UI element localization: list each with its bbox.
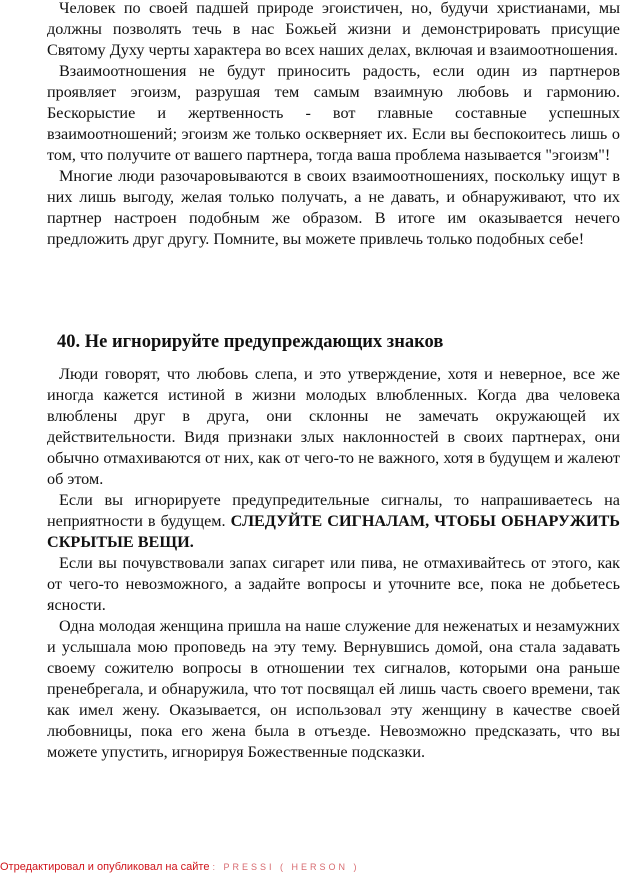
paragraph: Одна молодая женщина пришла на наше служение для неженатых и незамужних и услышала мою проповедь на эту тему. Вернувшись домой, она стала задавать своему сожителю вопросы в отношении тех сигналов, которыми она раньше пренебрегала, и обнаружила, что тот посвящал ей лишь часть своего времени, так как имел жену. Оказывается, он использовал эту женщину в качестве своей любовницы, пока его жена была в отъезде. Невозможно предсказать, что вы можете упустить, игнорируя Божественные подсказки. (47, 617, 620, 761)
section-body (47, 364, 620, 763)
footer-text: Отредактировал и опубликовал на сайте (0, 861, 210, 873)
paragraph: Люди говорят, что любовь слепа, и это утверждение, хотя и неверное, все же иногда кажется истиной в жизни молодых влюбленных. Когда два человека влюблены друг в друга, они склонны не замечать окружающей их действительности. Видя признаки злых наклонностей в своих партнерах, они обычно отмахиваются от них, как от чего-то не важного, хотя в будущем и жалеют об этом. (47, 365, 620, 488)
paragraph-text: Если вы игнорируете предупредительные сигналы, то напрашиваетесь на неприятности в будущем. (47, 491, 620, 530)
footer-site-link[interactable]: : PRESSI ( HERSON ) (212, 862, 360, 872)
section-intro (47, 0, 620, 250)
paragraph: Многие люди разочаровываются в своих взаимоотношениях, поскольку ищут в них лишь выгоду, желая только получать, а не давать, и обнаруживают, что их партнер настроен подобным же образом. В итоге им оказывается нечего предложить друг другу. Помните, вы можете привлечь только подобных себе! (47, 167, 620, 248)
paragraph: Взаимоотношения не будут приносить радость, если один из партнеров проявляет эгоизм, разрушая тем самым взаимную любовь и гармонию. Бескорыстие и жертвенность - вот главные составные успешных взаимоотношений; эгоизм же только оскверняет их. Если вы беспокоитесь лишь о том, что получите от вашего партнера, тогда ваша проблема называется "эгоизм"! (47, 62, 620, 164)
paragraph (47, 490, 620, 553)
emphasis-text: СЛЕДУЙТЕ СИГНАЛАМ, ЧТОБЫ ОБНАРУЖИТЬ СКРЫТЫЕ ВЕЩИ. (47, 512, 620, 551)
paragraph: Если вы почувствовали запах сигарет или пива, не отмахивайтесь от этого, как от чего-то невозможного, а задайте вопросы и уточните все, пока не добьетесь ясности. (47, 554, 620, 614)
section-heading: 40. Не игнорируйте предупреждающих знаков (57, 332, 444, 352)
footer-credit (0, 860, 359, 874)
paragraph: Человек по своей падшей природе эгоистичен, но, будучи христианами, мы должны позволять течь в нас Божьей жизни и демонстрировать присущие Святому Духу черты характера во всех наших делах, включая и взаимоотношения. (47, 0, 620, 59)
